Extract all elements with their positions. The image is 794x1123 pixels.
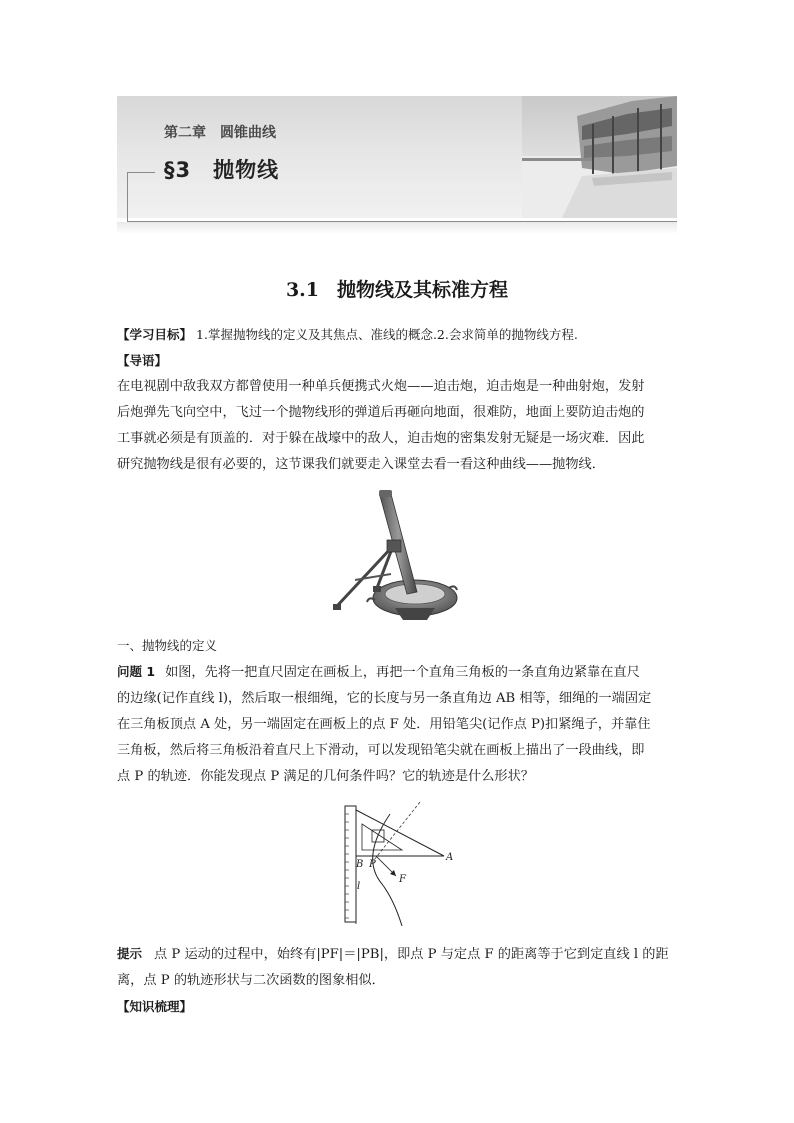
learning-objective [117, 322, 679, 349]
knowledge-heading: 【知识梳理】 [117, 999, 193, 1014]
label-f: F [399, 874, 406, 885]
label-a: A [446, 852, 454, 863]
lesson-number: 3.1 [285, 279, 320, 301]
banner-rule-short [127, 172, 155, 173]
intro-paragraph [117, 374, 679, 478]
objective-label: 【学习目标】 [117, 327, 193, 342]
hint-line: 离，点 P 的轨迹形状与二次函数的图象相似． [117, 973, 385, 988]
question-line: 的边缘(记作直线 l)，然后取一根细绳，它的长度与另一条直角边 AB 相等，细绳的一端固定 [117, 691, 652, 706]
question-1 [117, 659, 679, 790]
mortar-image [325, 488, 470, 633]
intro-line: 后炮弹先飞向空中，飞过一个抛物线形的弹道后再砸向地面，很难防，地面上要防迫击炮的 [117, 405, 645, 420]
hint-label: 提示 [117, 946, 143, 961]
intro-line: 在电视剧中敌我双方都曾使用一种单兵便携式火炮——迫击炮，迫击炮是一种曲射炮，发射 [117, 379, 645, 394]
banner-rule-bottom [127, 221, 677, 222]
building-photo [522, 96, 677, 218]
label-p: P [369, 859, 376, 870]
question-label: 问题 1 [117, 664, 156, 679]
question-line: 在三角板顶点 A 处，另一端固定在画板上的点 F 处．用铅笔尖(记作点 P)扣紧绳子，并靠住 [117, 717, 651, 732]
intro-line: 工事就必须是有顶盖的．对于躲在战壕中的敌人，迫击炮的密集发射无疑是一场灾难．因此 [117, 431, 645, 446]
objective-text: 1.掌握抛物线的定义及其焦点、准线的概念.2.会求简单的抛物线方程. [196, 327, 578, 342]
intro-line: 研究抛物线是很有必要的，这节课我们就要走入课堂去看一看这种曲线——抛物线． [117, 457, 605, 472]
hint [117, 941, 679, 994]
banner-rule-vertical [127, 172, 128, 222]
intro-label: 【导语】 [117, 353, 168, 368]
question-line: 三角板，然后将三角板沿着直尺上下滑动，可以发现铅笔尖就在画板上描出了一段曲线，即 [117, 743, 645, 758]
section-heading: 一、抛物线的定义 [117, 638, 218, 653]
banner-shadow [117, 222, 677, 234]
chapter-title: 第二章 圆锥曲线 [164, 125, 276, 141]
question-line: 点 P 的轨迹．你能发现点 P 满足的几何条件吗？它的轨迹是什么形状？ [117, 769, 534, 784]
parabola-construction-diagram [330, 800, 460, 928]
lesson-title [0, 275, 794, 302]
section-title: §3 抛物线 [164, 158, 280, 182]
question-line: 如图，先将一把直尺固定在画板上，再把一个直角三角板的一条直角边紧靠在直尺 [165, 665, 640, 680]
label-l: l [357, 881, 361, 892]
label-b: B [356, 859, 364, 870]
hint-line: 点 P 运动的过程中，始终有|PF|＝|PB|，即点 P 与定点 F 的距离等于它到定直线 l 的距 [154, 947, 669, 962]
lesson-name: 抛物线及其标准方程 [337, 279, 509, 301]
ruler [345, 806, 356, 922]
